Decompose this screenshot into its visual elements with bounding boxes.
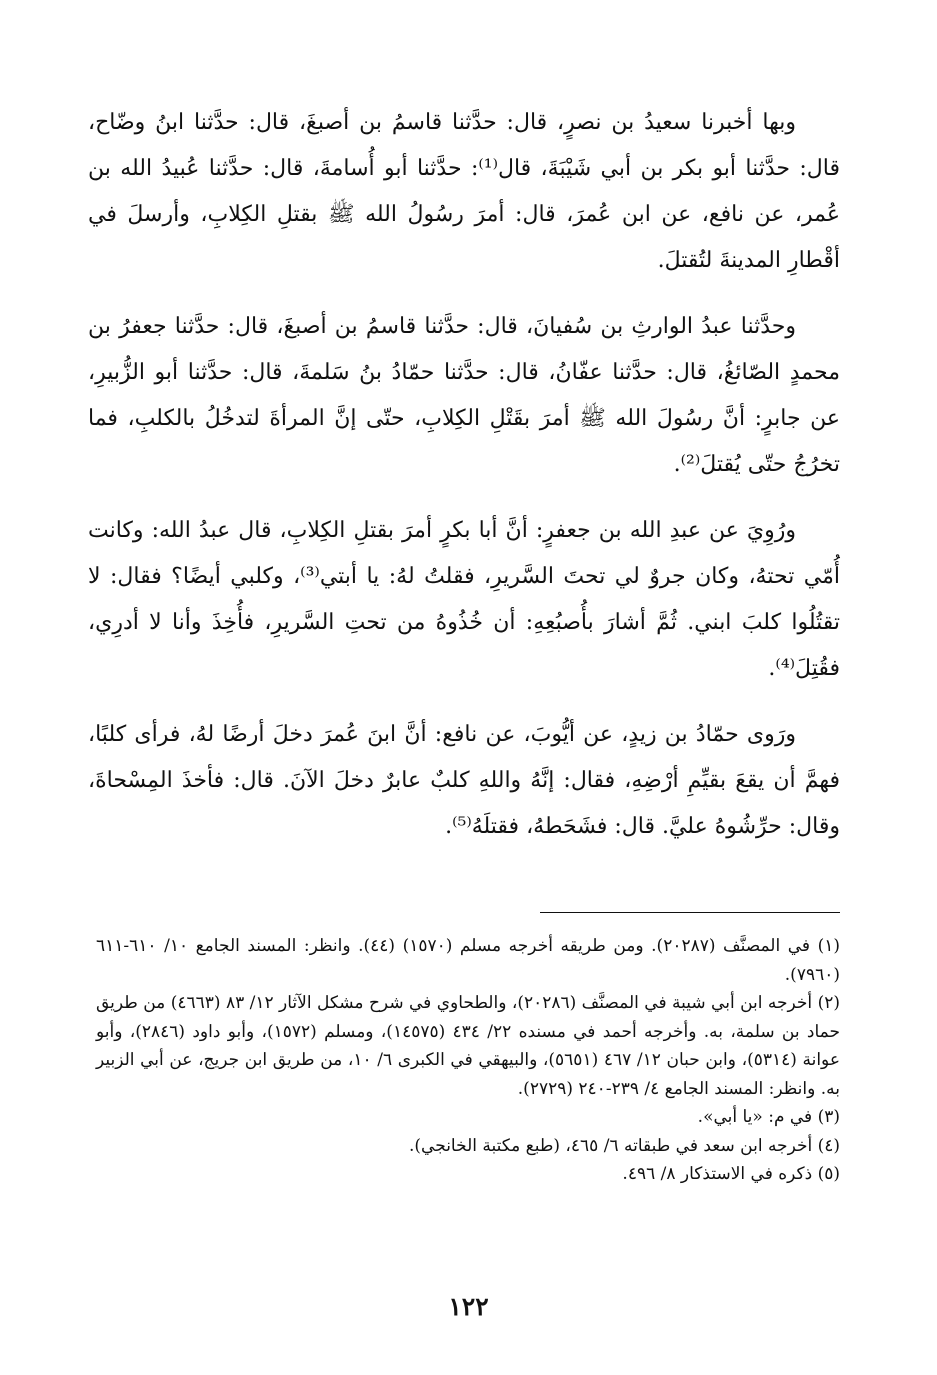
main-text-block: [88, 100, 840, 870]
paragraph-4: ورَوى حمّادُ بن زيدٍ، عن أيُّوبَ، عن نافع: أنَّ ابنَ عُمرَ دخلَ أرضًا لهُ، فرأى كلبًا، فهمَّ أن يقعَ بقيِّمِ أرْضِهِ، فقال: إنَّهُ واللهِ كلبٌ عابرٌ دخلَ الآنَ. قال: فأخذَ المِسْحاةَ، وقال: حرِّشُوهُ عليَّ. قال: فشَحَطهُ، فقتلَهُ⁽⁵⁾.: [88, 722, 840, 839]
footnote-1: (١) في المصنَّف (٢٠٢٨٧). ومن طريقه أخرجه مسلم (١٥٧٠) (٤٤). وانظر: المسند الجامع ١٠/ ٦١٠-٦١١ (٧٩٦٠).: [96, 936, 840, 985]
paragraph-1: وبها أخبرنا سعيدُ بن نصرٍ، قال: حدَّثنا قاسمُ بن أصبغَ، قال: حدَّثنا ابنُ وضّاح، قال: حدَّثنا أبو بكر بن أبي شَيْبَةَ، قال⁽¹⁾: حدَّثنا أبو أُسامةَ، قال: حدَّثنا عُبيدُ الله بن عُمر، عن نافع، عن ابن عُمرَ، قال: أمرَ رسُولُ الله ﷺ بقتلِ الكِلابِ، وأرسلَ في أقْطارِ المدينةَ لتُقتلَ.: [88, 110, 840, 273]
footnote-2: (٢) أخرجه ابن أبي شيبة في المصنَّف (٢٠٢٨٦)، والطحاوي في شرح مشكل الآثار ١٢/ ٨٣ (٤٦٦٣) من طريق حماد بن سلمة، به. وأخرجه أحمد في مسنده ٢٢/ ٤٣٤ (١٤٥٧٥)، ومسلم (١٥٧٢)، وأبو داود (٢٨٤٦)، وأبو عوانة (٥٣١٤)، وابن حبان ١٢/ ٤٦٧ (٥٦٥١)، والبيهقي في الكبرى ٦/ ١٠، من طريق ابن جريج، عن أبي الزبير به. وانظر: المسند الجامع ٤/ ٢٣٩-٢٤٠ (٢٧٢٩).: [96, 993, 840, 1099]
page-number: ١٢٢: [448, 1292, 489, 1321]
footnote-4: (٤) أخرجه ابن سعد في طبقاته ٦/ ٤٦٥، (طبع مكتبة الخانجي).: [409, 1135, 840, 1156]
paragraph-2: وحدَّثنا عبدُ الوارثِ بن سُفيانَ، قال: حدَّثنا قاسمُ بن أصبغَ، قال: حدَّثنا جعفرُ بن محمدٍ الصّائغُ، قال: حدَّثنا عفّانُ، قال: حدَّثنا حمّادُ بنُ سَلمةَ، قال: حدَّثنا أبو الزُّبيرِ، عن جابرٍ: أنَّ رسُولَ الله ﷺ أمرَ بقَتْلِ الكِلابِ، حتّى إنَّ المرأةَ لتدخُلُ بالكلبِ، فما تخرُجُ حتّى يُقتلَ⁽²⁾.: [88, 314, 840, 477]
paragraph-3: ورُوِيَ عن عبدِ الله بن جعفرٍ: أنَّ أبا بكرٍ أمرَ بقتلِ الكِلابِ، قال عبدُ الله: وكانت أُمّي تحتهُ، وكان جروٌ لي تحتَ السَّريرِ، فقلتُ لهُ: يا أبتي⁽³⁾، وكلبي أيضًا؟ فقال: لا تقتُلُوا كلبَ ابني. ثُمَّ أشارَ بأُصبُعِهِ: أن خُذُوهُ من تحتِ السَّريرِ، فأُخِذَ وأنا لا أدرِي، فقُتِلَ⁽⁴⁾.: [88, 518, 840, 681]
footnotes-block: [96, 932, 840, 1189]
footnote-5: (٥) ذكره في الاستذكار ٨/ ٤٩٦.: [622, 1164, 840, 1184]
footnote-divider: [540, 912, 840, 913]
footnote-3: (٣) في م: «يا أبي».: [697, 1107, 840, 1127]
